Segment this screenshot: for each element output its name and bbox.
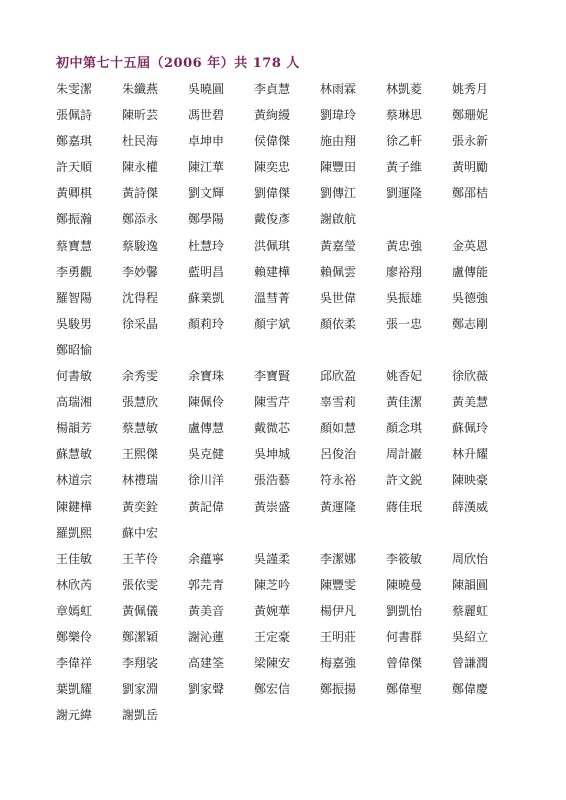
student-name: 溫彗菁	[254, 290, 291, 305]
student-name: 周計巖	[386, 447, 423, 462]
student-name: 顏莉玲	[188, 316, 225, 331]
student-name: 薛漢威	[452, 499, 489, 514]
name-roster	[56, 81, 516, 733]
student-name: 陳映豪	[452, 473, 489, 488]
student-name: 鄭邵桔	[452, 186, 489, 201]
student-name: 黃奕銓	[122, 499, 159, 514]
student-name: 顏如慧	[320, 421, 357, 436]
student-name: 謝元緯	[56, 708, 93, 723]
student-name: 顏宇斌	[254, 316, 291, 331]
student-name: 許文鋭	[386, 473, 423, 488]
student-name: 林凱菱	[386, 82, 423, 96]
student-name: 蘇佩玲	[452, 421, 489, 436]
student-name: 盧傳慧	[188, 421, 225, 436]
student-name: 蘇業凱	[188, 290, 225, 305]
student-name: 張浩藝	[254, 473, 291, 488]
student-name: 鄭偉慶	[452, 682, 489, 697]
student-name: 陳鍵樺	[56, 499, 93, 514]
student-name: 余秀雯	[122, 369, 159, 384]
student-name: 黃子維	[386, 160, 423, 175]
student-name: 藍明昌	[188, 264, 225, 279]
student-name: 郭芫青	[188, 577, 225, 592]
student-name: 賴建樺	[254, 264, 291, 279]
student-name: 李妙馨	[122, 264, 159, 279]
student-name: 劉文輝	[188, 186, 225, 201]
student-name: 吳振雄	[386, 290, 423, 305]
student-name: 符永裕	[320, 473, 357, 488]
student-name: 陳昕芸	[122, 108, 159, 123]
student-name: 盧傳能	[452, 264, 489, 279]
student-name: 吳謹柔	[254, 551, 291, 566]
student-name: 徐采晶	[122, 316, 159, 331]
student-name: 吳曉圓	[188, 82, 225, 96]
name-group	[56, 238, 516, 368]
student-name: 李翔裟	[122, 656, 159, 671]
student-name: 黃忠強	[386, 238, 423, 253]
student-name: 黃崇盛	[254, 499, 291, 514]
student-name: 劉瑋玲	[320, 108, 357, 123]
student-name: 王熙傑	[122, 447, 159, 462]
student-name: 蔡寶慧	[56, 238, 93, 253]
student-name: 黃嘉瑩	[320, 238, 357, 253]
student-name: 余蘊寧	[188, 551, 225, 566]
student-name: 葉凱耀	[56, 682, 93, 697]
student-name: 鄭樂伶	[56, 629, 93, 644]
student-name: 吳克健	[188, 447, 225, 462]
student-name: 鄭偉聖	[386, 682, 423, 697]
student-name: 馮世碧	[188, 108, 225, 123]
student-name: 劉運隆	[386, 186, 423, 201]
student-name: 洪佩琪	[254, 238, 291, 253]
student-name: 賴佩雲	[320, 264, 357, 279]
student-name: 徐乙軒	[386, 134, 423, 149]
student-name: 鄭添永	[122, 212, 159, 227]
student-name: 高瑞湘	[56, 395, 93, 410]
student-name: 楊韻芳	[56, 421, 93, 436]
student-name: 陳江華	[188, 160, 225, 175]
name-grid	[56, 81, 516, 238]
student-name: 卓坤申	[188, 134, 225, 149]
student-name: 黃絢縵	[254, 108, 291, 123]
student-name: 蔡琳思	[386, 108, 423, 123]
student-name: 黃記偉	[188, 499, 225, 514]
student-name: 鄭振瀚	[56, 212, 93, 227]
student-name: 鄭志剛	[452, 316, 489, 331]
student-name: 林雨霖	[320, 82, 357, 96]
student-name: 黃佩儀	[122, 603, 159, 618]
student-name: 陳豐田	[320, 160, 357, 175]
name-group	[56, 551, 516, 734]
student-name: 王明莊	[320, 629, 357, 644]
student-name: 呂俊治	[320, 447, 357, 462]
student-name: 蔡麗虹	[452, 603, 489, 618]
student-name: 陳韻圓	[452, 577, 489, 592]
student-name: 林升耀	[452, 447, 489, 462]
student-name: 黃詩傑	[122, 186, 159, 201]
student-name: 余寶珠	[188, 369, 225, 384]
student-name: 林道宗	[56, 473, 93, 488]
student-name: 謝啟航	[320, 212, 357, 227]
student-name: 鄭振揚	[320, 682, 357, 697]
student-name: 陳佩伶	[188, 395, 225, 410]
student-name: 蘇中宏	[122, 525, 159, 540]
name-grid	[56, 368, 516, 551]
student-name: 朱雯潔	[56, 82, 93, 96]
student-name: 張佩詩	[56, 108, 93, 123]
student-name: 陳奕忠	[254, 160, 291, 175]
student-name: 吳駿男	[56, 316, 93, 331]
page-title: 初中第七十五屆（2006 年）共 178 人	[56, 56, 300, 71]
student-name: 杜慧玲	[188, 238, 225, 253]
student-name: 施由翔	[320, 134, 357, 149]
student-name: 蘇慧敏	[56, 447, 93, 462]
student-name: 吳坤城	[254, 447, 291, 462]
student-name: 張永新	[452, 134, 489, 149]
student-name: 羅智陽	[56, 290, 93, 305]
student-name: 高建筌	[188, 656, 225, 671]
student-name: 陳永權	[122, 160, 159, 175]
name-group	[56, 368, 516, 551]
student-name: 劉傳江	[320, 186, 357, 201]
student-name: 黃運隆	[320, 499, 357, 514]
student-name: 黃婉華	[254, 603, 291, 618]
student-name: 李偉祥	[56, 656, 93, 671]
student-name: 戴微芯	[254, 421, 291, 436]
student-name: 姚秀月	[452, 82, 489, 96]
student-name: 姚香妃	[386, 369, 423, 384]
student-name: 劉偉傑	[254, 186, 291, 201]
student-name: 王定豪	[254, 629, 291, 644]
name-grid	[56, 238, 516, 368]
student-name: 廖裕翔	[386, 264, 423, 279]
student-name: 徐欣薇	[452, 369, 489, 384]
student-name: 黃美音	[188, 603, 225, 618]
student-name: 陳豐雯	[320, 577, 357, 592]
student-name: 朱纖燕	[122, 82, 159, 96]
student-name: 楊伊凡	[320, 603, 357, 618]
student-name: 李筱敏	[386, 551, 423, 566]
student-name: 何書群	[386, 629, 423, 644]
student-name: 張慧欣	[122, 395, 159, 410]
student-name: 李勇觀	[56, 264, 93, 279]
student-name: 辜雪莉	[320, 395, 357, 410]
student-name: 梅嘉強	[320, 656, 357, 671]
student-name: 徐川洋	[188, 473, 225, 488]
student-name: 曾偉傑	[386, 656, 423, 671]
student-name: 許天順	[56, 160, 93, 175]
student-name: 鄭嘉琪	[56, 134, 93, 149]
student-name: 金英恩	[452, 238, 489, 253]
student-name: 鄭昭愉	[56, 342, 93, 357]
student-name: 鄭學陽	[188, 212, 225, 227]
student-name: 李寶賢	[254, 369, 291, 384]
student-name: 蔡駿逸	[122, 238, 159, 253]
student-name: 王佳敏	[56, 551, 93, 566]
student-name: 黃卿棋	[56, 186, 93, 201]
student-name: 戴俊彥	[254, 212, 291, 227]
student-name: 羅凱熙	[56, 525, 93, 540]
student-name: 張依雯	[122, 577, 159, 592]
student-name: 鄭珊妮	[452, 108, 489, 123]
student-name: 李貞慧	[254, 82, 291, 96]
student-name: 黃明勵	[452, 160, 489, 175]
student-name: 吳紹立	[452, 629, 489, 644]
student-name: 曾謙潤	[452, 656, 489, 671]
student-name: 蔣佳珉	[386, 499, 423, 514]
student-name: 劉家淵	[122, 682, 159, 697]
student-name: 林禮瑞	[122, 473, 159, 488]
student-name: 何書敏	[56, 369, 93, 384]
student-name: 陳雪芹	[254, 395, 291, 410]
student-name: 章嫣虹	[56, 603, 93, 618]
name-grid	[56, 551, 516, 734]
student-name: 劉家聲	[188, 682, 225, 697]
student-name: 謝凱岳	[122, 708, 159, 723]
name-group	[56, 81, 516, 238]
student-name: 王芊伶	[122, 551, 159, 566]
student-name: 蔡慧敏	[122, 421, 159, 436]
student-name: 黃美慧	[452, 395, 489, 410]
student-name: 黃佳潔	[386, 395, 423, 410]
student-name: 梁陳安	[254, 656, 291, 671]
student-name: 顏念琪	[386, 421, 423, 436]
student-name: 杜民海	[122, 134, 159, 149]
student-name: 吳德強	[452, 290, 489, 305]
student-name: 鄭宏信	[254, 682, 291, 697]
student-name: 邱欣盈	[320, 369, 357, 384]
student-name: 沈得程	[122, 290, 159, 305]
student-name: 林欣芮	[56, 577, 93, 592]
student-name: 陳芝吟	[254, 577, 291, 592]
student-name: 陳曉曼	[386, 577, 423, 592]
student-name: 顏依柔	[320, 316, 357, 331]
student-name: 鄭潔穎	[122, 629, 159, 644]
student-name: 劉凱怡	[386, 603, 423, 618]
student-name: 謝沁蓮	[188, 629, 225, 644]
student-name: 張一忠	[386, 316, 423, 331]
student-name: 周欣怡	[452, 551, 489, 566]
student-name: 李潔娜	[320, 551, 357, 566]
student-name: 侯偉傑	[254, 134, 291, 149]
student-name: 吳世偉	[320, 290, 357, 305]
